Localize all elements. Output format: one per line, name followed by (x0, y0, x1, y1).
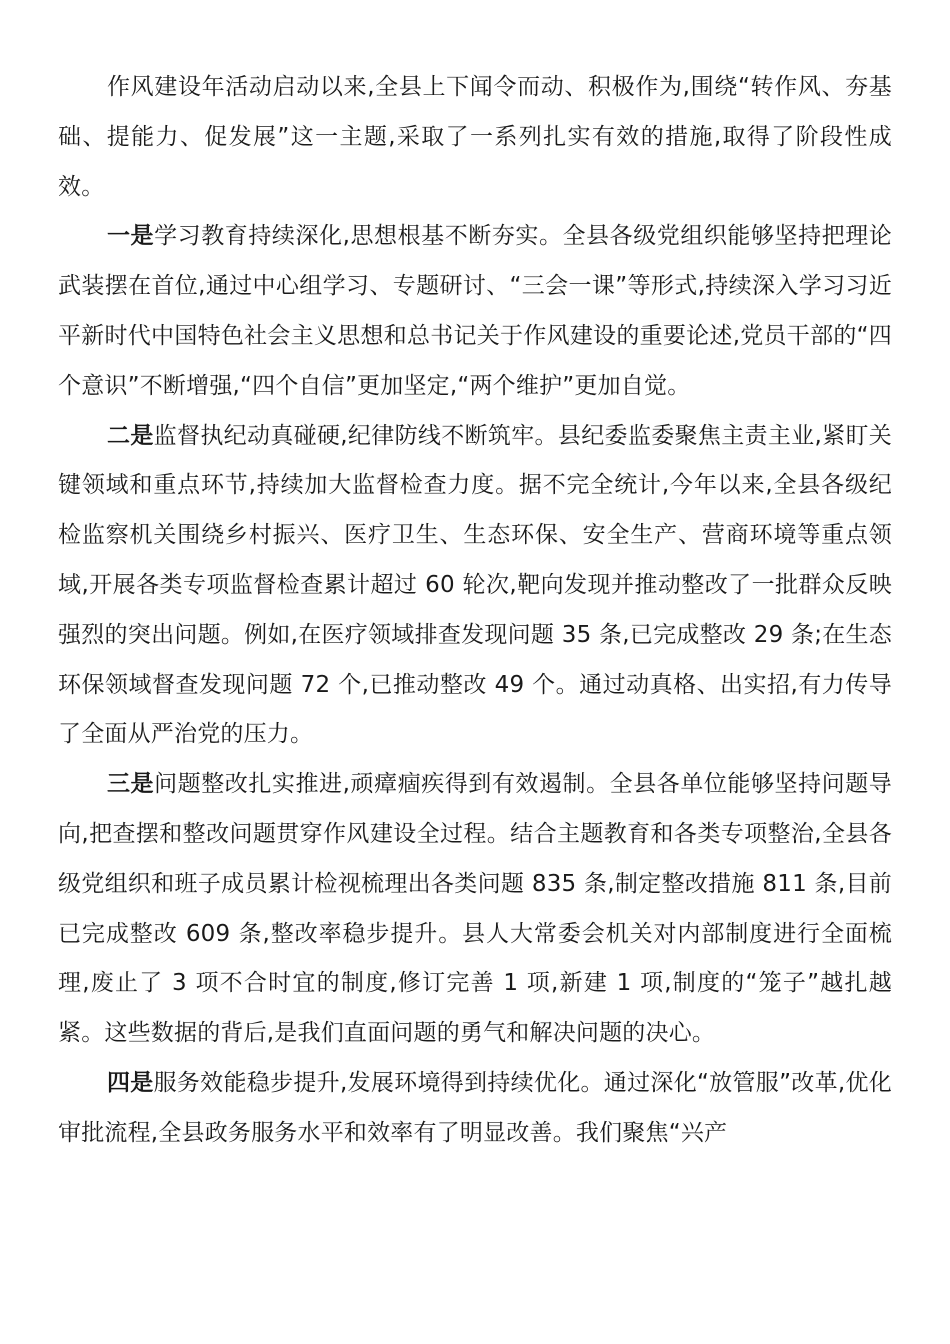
paragraph-text: 问题整改扎实推进,顽瘴痼疾得到有效遏制。全县各单位能够坚持问题导向,把查摆和整改问题贯穿作风建设全过程。结合主题教育和各类专项整治,全县各级党组织和班子成员累计检视梳理出各类问题 835 条,制定整改措施 811 条,目前已完成整改 609 条,整改率稳步提升。县人大常委会机关对内部制度进行全面梳理,废止了 3 项不合时宜的制度,修订完善 1 项,新建 1 项,制度的“笼子”越扎越紧。这些数据的背后,是我们直面问题的勇气和解决问题的决心。 (58, 771, 892, 1047)
paragraph-point-1 (58, 212, 892, 411)
document-page (58, 63, 892, 1159)
paragraph-lead: 三是 (107, 771, 155, 798)
paragraph-text: 学习教育持续深化,思想根基不断夯实。全县各级党组织能够坚持把理论武装摆在首位,通过中心组学习、专题研讨、“三会一课”等形式,持续深入学习习近平新时代中国特色社会主义思想和总书记关于作风建设的重要论述,党员干部的“四个意识”不断增强,“四个自信”更加坚定,“两个维护”更加自觉。 (58, 223, 892, 399)
paragraph-point-3 (58, 760, 892, 1059)
paragraph-text: 监督执纪动真碰硬,纪律防线不断筑牢。县纪委监委聚焦主责主业,紧盯关键领域和重点环节,持续加大监督检查力度。据不完全统计,今年以来,全县各级纪检监察机关围绕乡村振兴、医疗卫生、生态环保、安全生产、营商环境等重点领域,开展各类专项监督检查累计超过 60 轮次,靶向发现并推动整改了一批群众反映强烈的突出问题。例如,在医疗领域排查发现问题 35 条,已完成整改 29 条;在生态环保领域督查发现问题 72 个,已推动整改 49 个。通过动真格、出实招,有力传导了全面从严治党的压力。 (58, 422, 892, 748)
paragraph-point-2 (58, 412, 892, 761)
paragraph-lead: 四是 (107, 1069, 154, 1096)
paragraph-lead: 二是 (107, 422, 154, 449)
paragraph-lead: 一是 (107, 223, 155, 250)
paragraph-text: 服务效能稳步提升,发展环境得到持续优化。通过深化“放管服”改革,优化审批流程,全县政务服务水平和效率有了明显改善。我们聚焦“兴产 (58, 1069, 892, 1146)
paragraph-point-4 (58, 1059, 892, 1159)
paragraph-text: 作风建设年活动启动以来,全县上下闻令而动、积极作为,围绕“转作风、夯基础、提能力、促发展”这一主题,采取了一系列扎实有效的措施,取得了阶段性成效。 (58, 74, 892, 200)
paragraph-intro (58, 63, 892, 212)
